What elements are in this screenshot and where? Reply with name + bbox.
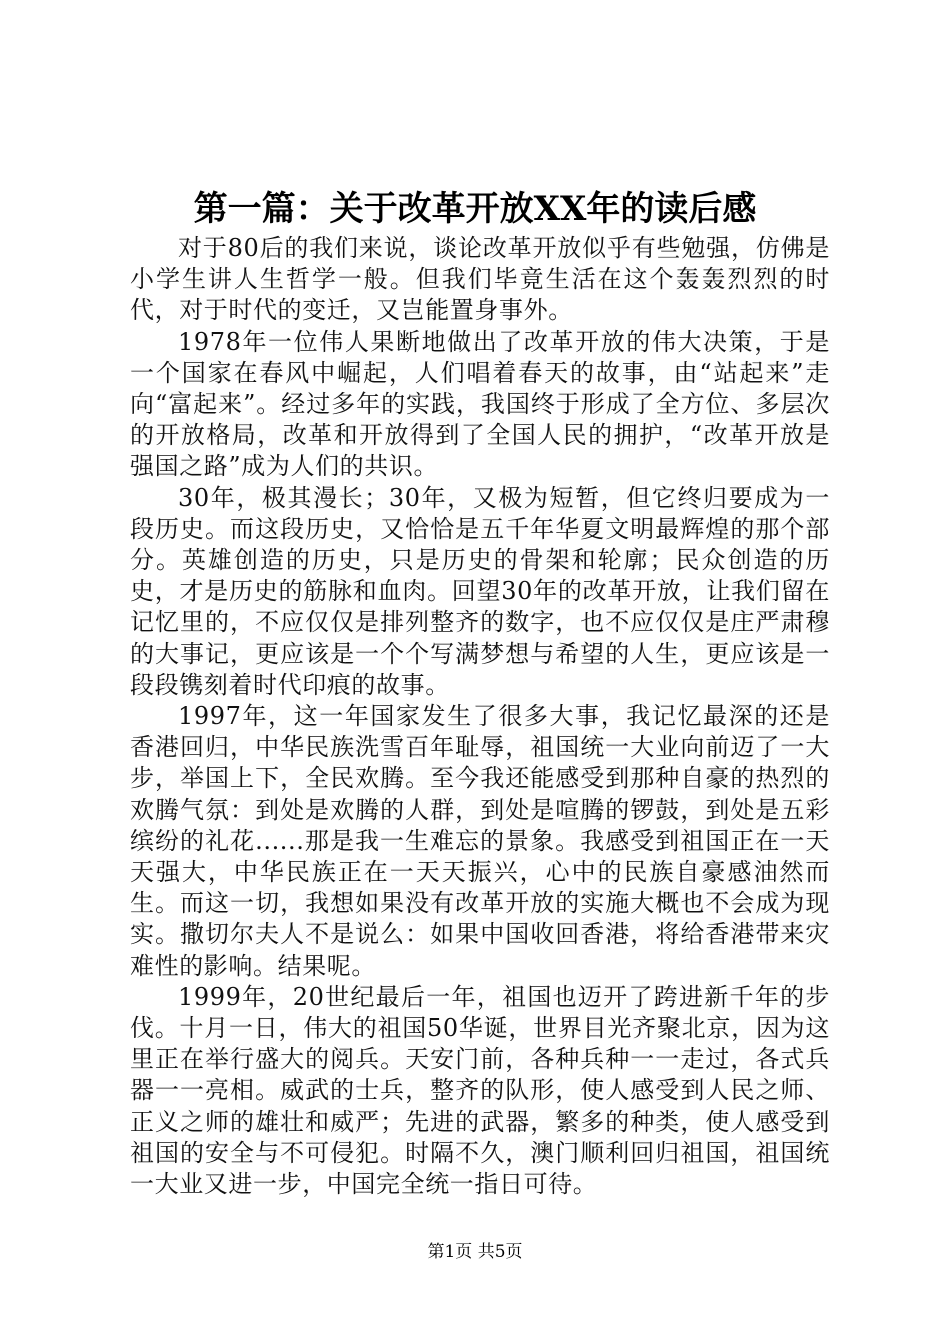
page-number-footer: 第1页 共5页 xyxy=(427,1242,523,1262)
paragraph-4: 1997年，这一年国家发生了很多大事，我记忆最深的还是香港回归，中华民族洗雪百年耻辱，祖国统一大业向前迈了一大步，举国上下，全民欢腾。至今我还能感受到那种自豪的热烈的欢腾气氛：到处是欢腾的人群，到处是喧腾的锣鼓，到处是五彩缤纷的礼花......那是我一生难忘的景象。我感受到祖国正在一天天强大，中华民族正在一天天振兴，心中的民族自豪感油然而生。而这一切，我想如果没有改革开放的实施大概也不会成为现实。撒切尔夫人不是说么：如果中国收回香港，将给香港带来灾难性的影响。结果呢。 xyxy=(130,702,830,980)
paragraph-1: 对于80后的我们来说，谈论改革开放似乎有些勉强，仿佛是小学生讲人生哲学一般。但我们毕竟生活在这个轰轰烈烈的时代，对于时代的变迁，又岂能置身事外。 xyxy=(130,234,830,325)
paragraph-2: 1978年一位伟人果断地做出了改革开放的伟大决策，于是一个国家在春风中崛起，人们唱着春天的故事，由“站起来”走向“富起来”。经过多年的实践，我国终于形成了全方位、多层次的开放格局，改革和开放得到了全国人民的拥护，“改革开放是强国之路”成为人们的共识。 xyxy=(130,327,830,481)
document-body xyxy=(130,233,830,1200)
paragraph-3: 30年，极其漫长；30年，又极为短暂，但它终归要成为一段历史。而这段历史，又恰恰是五千年华夏文明最辉煌的那个部分。英雄创造的历史，只是历史的骨架和轮廓；民众创造的历史，才是历史的筋脉和血肉。回望30年的改革开放，让我们留在记忆里的，不应仅仅是排列整齐的数字，也不应仅仅是庄严肃穆的大事记，更应该是一个个写满梦想与希望的人生，更应该是一段段镌刻着时代印痕的故事。 xyxy=(130,483,830,699)
paragraph-5: 1999年，20世纪最后一年，祖国也迈开了跨进新千年的步伐。十月一日，伟大的祖国50华诞，世界目光齐聚北京，因为这里正在举行盛大的阅兵。天安门前，各种兵种一一走过，各式兵器一一亮相。威武的士兵，整齐的队形，使人感受到人民之师、正义之师的雄壮和威严；先进的武器，繁多的种类，使人感受到祖国的安全与不可侵犯。时隔不久，澳门顺利回归祖国，祖国统一大业又进一步，中国完全统一指日可待。 xyxy=(130,982,830,1199)
document-title: 第一篇：关于改革开放XX年的读后感 xyxy=(193,189,757,229)
